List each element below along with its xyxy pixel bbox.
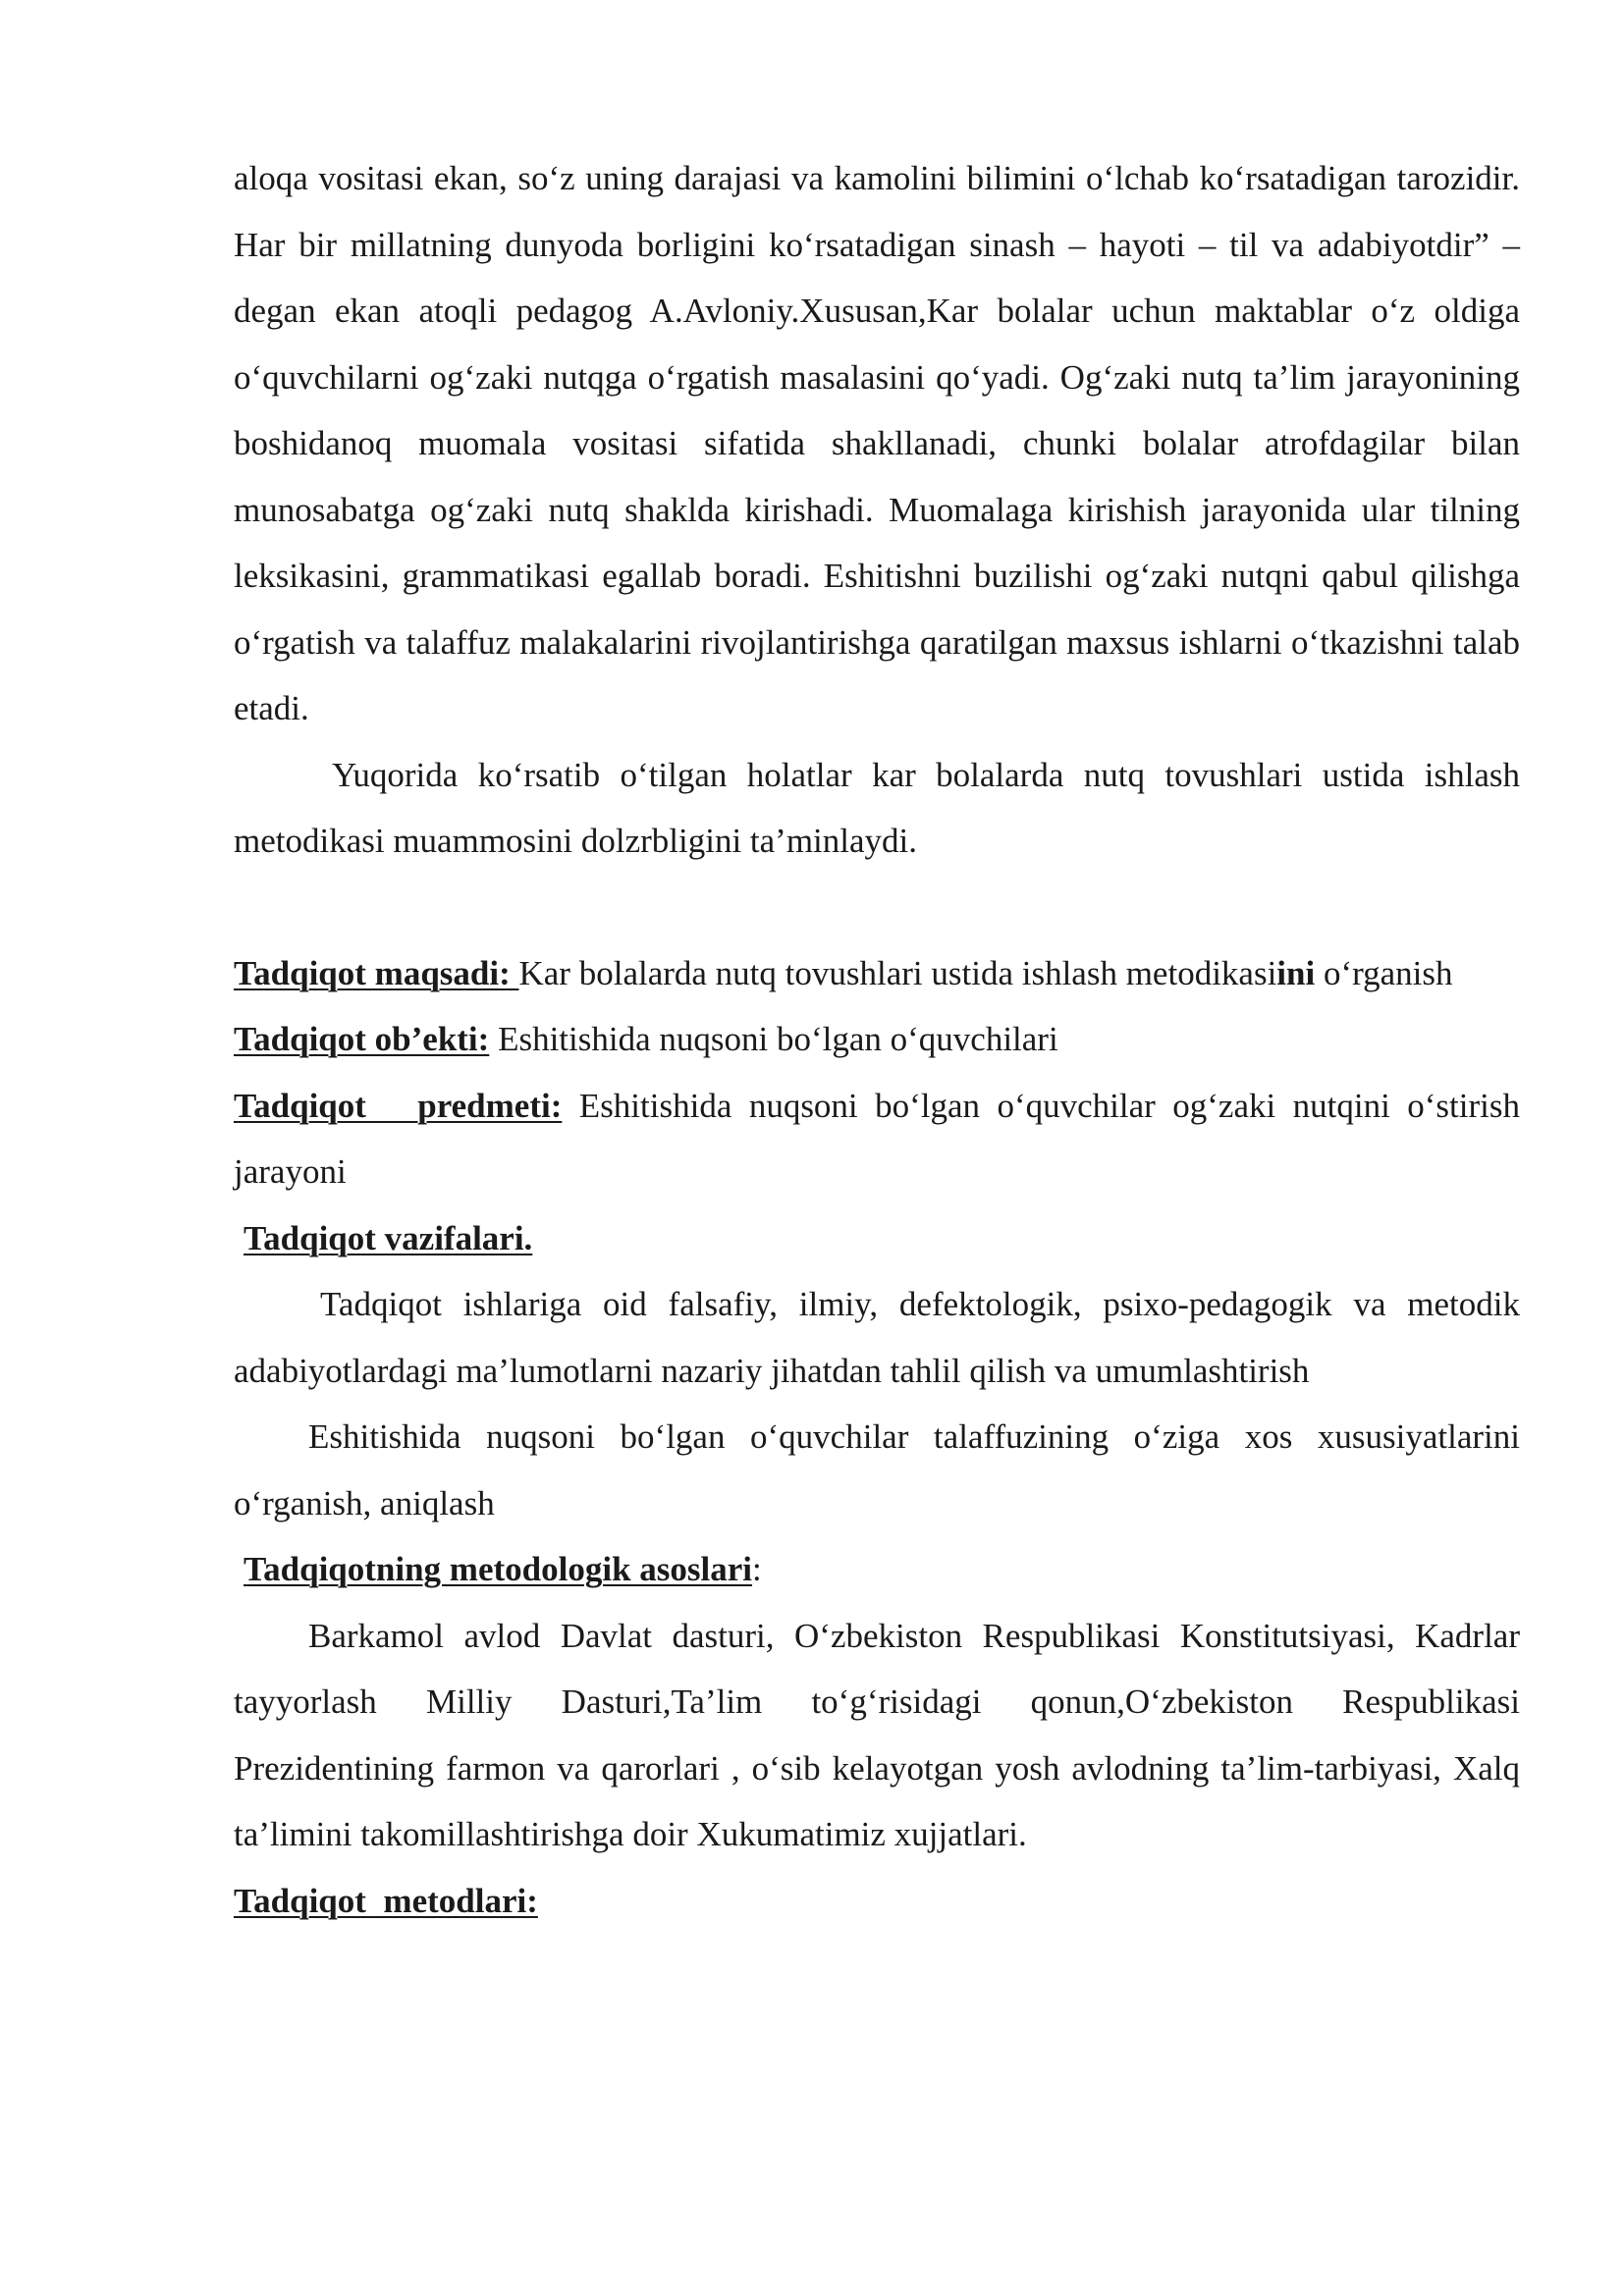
research-goal-text-end: o‘rganish bbox=[1315, 953, 1453, 992]
methodology-heading-colon: : bbox=[752, 1550, 762, 1588]
methodology-heading bbox=[234, 1536, 1520, 1603]
research-goal-label: Tadqiqot maqsadi: bbox=[234, 953, 519, 992]
methodology-paragraph: Barkamol avlod Davlat dasturi, O‘zbekiston Respublikasi Konstitutsiyasi, Kadrlar tayyorlash Milliy Dasturi,Ta’lim to‘g‘risidagi qonun,O‘zbekiston Respublikasi Prezidentining farmon va qarorlari , o‘sib kelayotgan yosh avlodning ta’lim-tarbiyasi, Xalq ta’limini takomillashtirishga doir Xukumatimiz xujjatlari. bbox=[234, 1616, 1520, 1853]
research-task-1: Tadqiqot ishlariga oid falsafiy, ilmiy, defektologik, psixo-pedagogik va metodik adabiyotlardagi ma’lumotlarni nazariy jihatdan tahlil qilish va umumlashtirish bbox=[234, 1285, 1520, 1390]
research-goal bbox=[234, 940, 1520, 1007]
research-tasks-heading bbox=[234, 1205, 1520, 1272]
research-goal-bold-suffix: ini bbox=[1276, 953, 1316, 992]
methodology-heading-text: Tadqiqotning metodologik asoslari bbox=[244, 1550, 753, 1588]
section-gap bbox=[234, 875, 1520, 940]
research-tasks-heading-text: Tadqiqot vazifalari. bbox=[244, 1218, 533, 1257]
research-object-text: Eshitishida nuqsoni bo‘lgan o‘quvchilari bbox=[489, 1020, 1058, 1058]
methods-heading-text: Tadqiqot metodlari: bbox=[234, 1881, 538, 1920]
methods-heading bbox=[234, 1868, 1520, 1935]
document-page bbox=[234, 145, 1520, 1934]
intro-paragraph-2: Yuqorida ko‘rsatib o‘tilgan holatlar kar bolalarda nutq tovushlari ustida ishlash metodikasi muammosini dolzrbligini ta’minlaydi. bbox=[234, 755, 1520, 860]
research-task-2: Eshitishida nuqsoni bo‘lgan o‘quvchilar talaffuzining o‘ziga xos xususiyatlarini o‘rganish, aniqlash bbox=[234, 1417, 1520, 1522]
research-subject-text: Eshitishida nuqsoni bo‘lgan o‘quvchilar og‘zaki nutqini o‘stirish jarayoni bbox=[234, 1086, 1521, 1191]
research-object bbox=[234, 1006, 1520, 1073]
research-goal-text: Kar bolalarda nutq tovushlari ustida ishlash metodikasi bbox=[518, 953, 1277, 992]
intro-paragraph-1: aloqa vositasi ekan, so‘z uning darajasi va kamolini bilimini o‘lchab ko‘rsatadigan tarozidir. Har bir millatning dunyoda borligini ko‘rsatadigan sinash – hayoti – til va adabiyotdir” – degan ekan atoqli pedagog A.Avloniy.Xususan,Kar bolalar uchun maktablar o‘z oldiga o‘quvchilarni og‘zaki nutqga o‘rgatish masalasini qo‘yadi. Og‘zaki nutq ta’lim jarayonining boshidanoq muomala vositasi sifatida shakllanadi, chunki bolalar atrofdagilar bilan munosabatga og‘zaki nutq shaklda kirishadi. Muomalaga kirishish jarayonida ular tilning leksikasini, grammatikasi egallab boradi. Eshitishni buzilishi og‘zaki nutqni qabul qilishga o‘rgatish va talaffuz malakalarini rivojlantirishga qaratilgan maxsus ishlarni o‘tkazishni talab etadi. bbox=[234, 159, 1520, 727]
research-subject bbox=[234, 1073, 1520, 1205]
research-subject-label: Tadqiqot predmeti: bbox=[234, 1086, 563, 1125]
research-object-label: Tadqiqot ob’ekti: bbox=[234, 1020, 490, 1058]
